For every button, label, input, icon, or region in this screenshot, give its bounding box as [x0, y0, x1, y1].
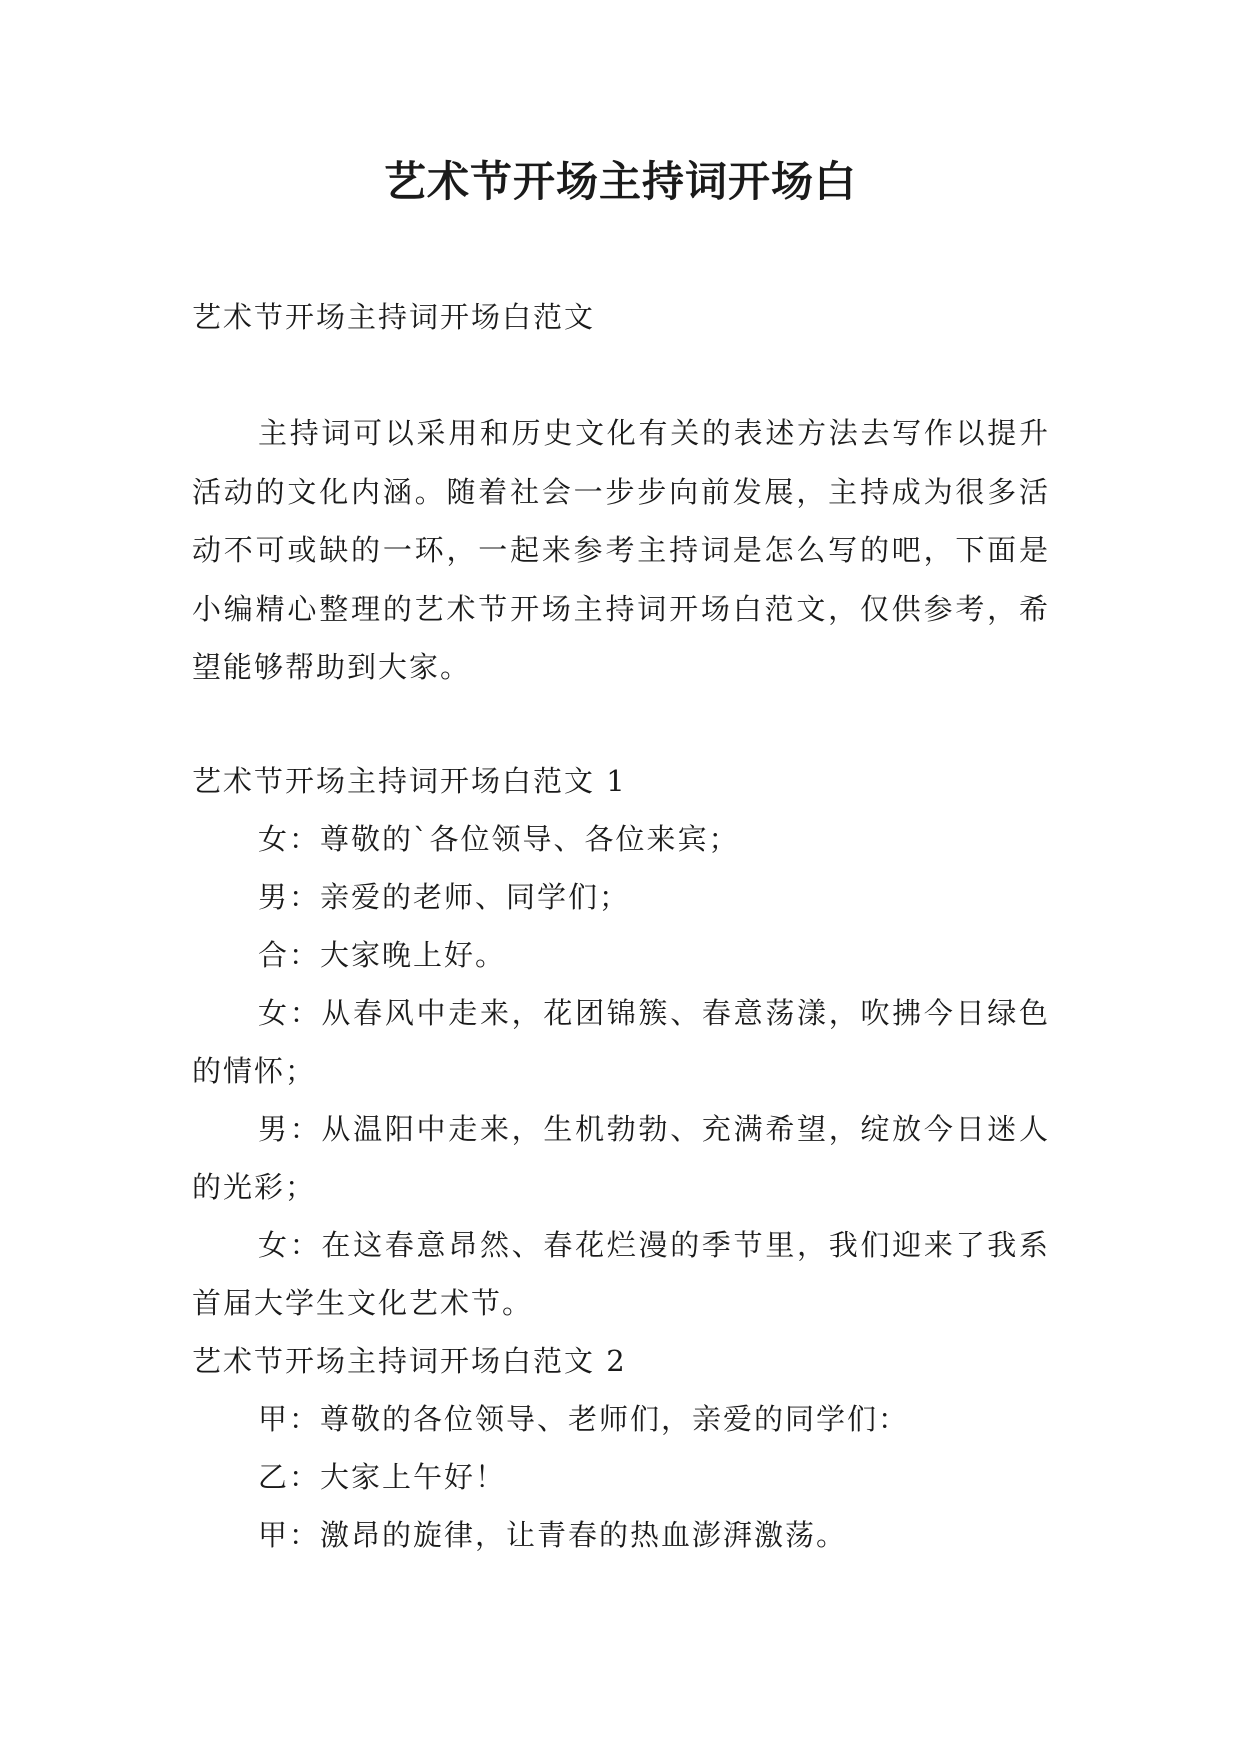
sample1-line: 女：尊敬的`各位领导、各位来宾； — [258, 822, 740, 856]
sample2-line: 乙：大家上午好！ — [258, 1460, 507, 1494]
sample1-line: 男：亲爱的老师、同学们； — [258, 880, 631, 914]
sample1-line: 男：从温阳中走来，生机勃勃、充满希望，绽放今日迷人的光彩； — [192, 1112, 1050, 1204]
sample1-line: 女：从春风中走来，花团锦簇、春意荡漾，吹拂今日绿色的情怀； — [192, 996, 1050, 1088]
sample-sections — [192, 752, 1050, 1564]
sample1-heading: 艺术节开场主持词开场白范文 1 — [192, 764, 627, 798]
document-subtitle: 艺术节开场主持词开场白范文 — [192, 300, 596, 334]
intro-paragraph: 主持词可以采用和历史文化有关的表述方法去写作以提升活动的文化内涵。随着社会一步步向前发展，主持成为很多活动不可或缺的一环，一起来参考主持词是怎么写的吧，下面是小编精心整理的艺术节开场主持词开场白范文，仅供参考，希望能够帮助到大家。 — [192, 416, 1050, 684]
sample2-line: 甲：激昂的旋律，让青春的热血澎湃激荡。 — [258, 1518, 848, 1552]
document-title: 艺术节开场主持词开场白 — [383, 157, 857, 206]
sample1-line: 合：大家晚上好。 — [258, 938, 507, 972]
sample2-heading: 艺术节开场主持词开场白范文 2 — [192, 1344, 627, 1378]
sample2-line: 甲：尊敬的各位领导、老师们，亲爱的同学们： — [258, 1402, 910, 1436]
sample1-line: 女：在这春意昂然、春花烂漫的季节里，我们迎来了我系首届大学生文化艺术节。 — [192, 1228, 1050, 1320]
